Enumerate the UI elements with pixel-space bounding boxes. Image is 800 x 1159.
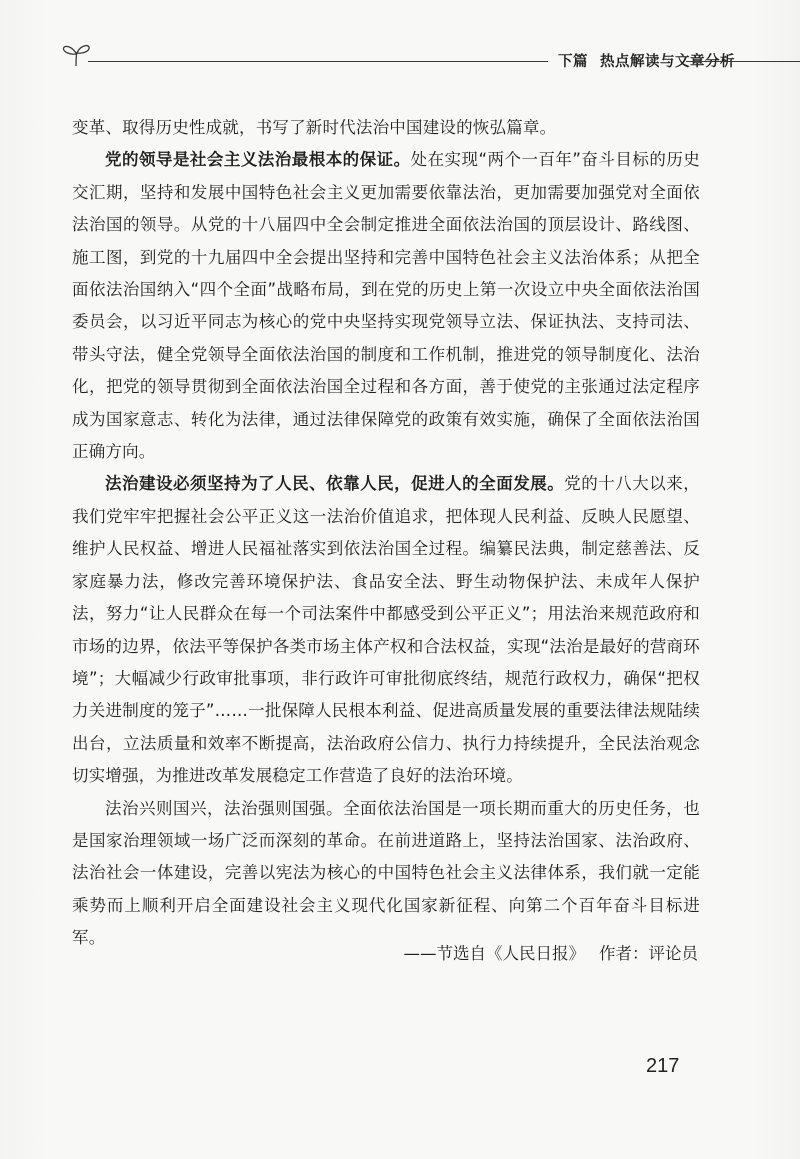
paragraph-lead: 党的领导是社会主义法治最根本的保证。 (105, 150, 411, 170)
paragraph-text: 处在实现“两个一百年”奋斗目标的历史交汇期，坚持和发展中国特色社会主义更加需要依靠法治，更加需要加强党对全面依法治国的领导。从党的十八届四中全会制定推进全面依法治国的顶层设计、路线图、施工图，到党的十九届四中全会提出坚持和完善中国特色社会主义法治体系；从把全面依法治国纳入“四个全面”战略布局，到在党的历史上第一次设立中央全面依法治国委员会，以习近平同志为核心的党中央坚持实现党领导立法、保证执法、支持司法、带头守法，健全党领导全面依法治国的制度和工作机制，推进党的领导制度化、法治化，把党的领导贯彻到全面依法治国全过程和各方面，善于使党的主张通过法定程序成为国家意志、转化为法律，通过法律保障党的政策有效实施，确保了全面依法治国正确方向。 (72, 150, 700, 462)
header-rule-left (88, 61, 548, 62)
source-excerpt: ——节选自《人民日报》 (403, 944, 585, 963)
paragraph-text: 党的十八大以来，我们党牢牢把握社会公平正义这一法治价值追求，把体现人民利益、反映人民愿望、维护人民权益、增进人民福祉落实到依法治国全过程。编纂民法典，制定慈善法、反家庭暴力法，修改完善环境保护法、食品安全法、野生动物保护法、未成年人保护法，努力“让人民群众在每一个司法案件中都感受到公平正义”；用法治来规范政府和市场的边界，依法平等保护各类市场主体产权和合法权益，实现“法治是最好的营商环境”；大幅减少行政审批事项，非行政许可审批彻底终结，规范行政权力，确保“把权力关进制度的笼子”……一批保障人民根本利益、促进高质量发展的重要法律法规陆续出台，立法质量和效率不断提高，法治政府公信力、执行力持续提升，全民法治观念切实增强，为推进改革发展稳定工作营造了良好的法治环境。 (72, 474, 700, 786)
page-number: 217 (646, 1055, 680, 1077)
header-section: 下篇 (558, 54, 588, 70)
article-body (72, 112, 700, 955)
paragraph-text: 法治兴则国兴，法治强则国强。全面依法治国是一项长期而重大的历史任务，也是国家治理领域一场广泛而深刻的革命。在前进道路上，坚持法治国家、法治政府、法治社会一体建设，完善以宪法为核心的中国特色社会主义法律体系，我们就一定能乘势而上顺利开启全面建设社会主义现代化国家新征程、向第二个百年奋斗目标进军。 (72, 798, 700, 948)
paragraph-4 (72, 793, 700, 955)
paragraph-1 (72, 112, 700, 144)
sprout-icon (62, 42, 92, 68)
source-author: 作者：评论员 (599, 944, 698, 963)
paragraph-text: 变革、取得历史性成就，书写了新时代法治中国建设的恢弘篇章。 (72, 118, 557, 137)
paragraph-3 (72, 468, 700, 792)
running-header (62, 40, 800, 76)
paragraph-2 (72, 144, 700, 468)
paragraph-lead: 法治建设必须坚持为了人民、依靠人民，促进人的全面发展。 (105, 474, 565, 494)
source-attribution (404, 938, 699, 970)
header-rule-right (686, 61, 800, 62)
header-section-title: 热点解读与文章分析 (600, 54, 735, 70)
header-title (558, 50, 735, 71)
